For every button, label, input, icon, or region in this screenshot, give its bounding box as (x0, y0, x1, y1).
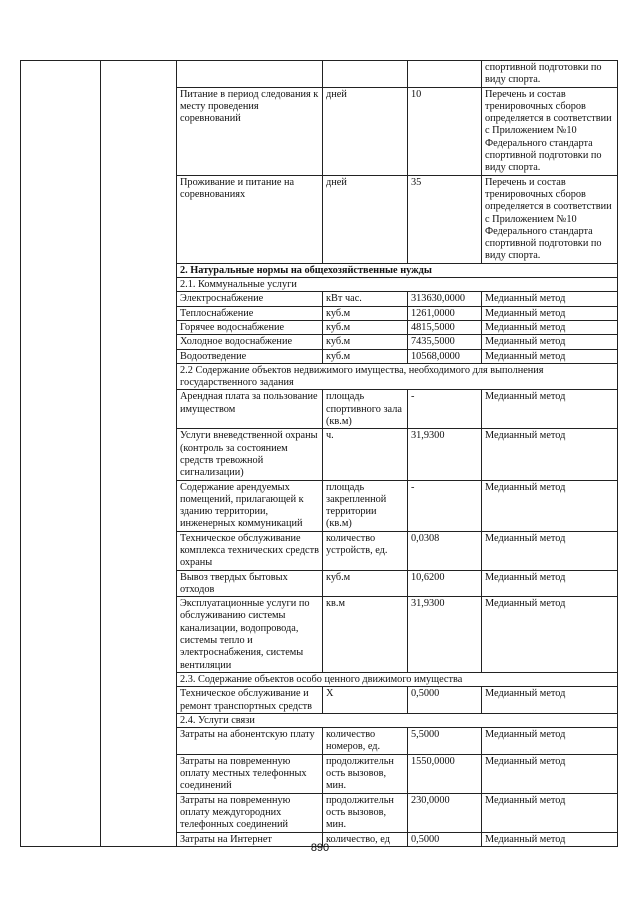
cell-note: Медианный метод (482, 390, 618, 429)
cell-value: 0,5000 (408, 832, 482, 846)
cell-note: Медианный метод (482, 754, 618, 793)
cell-name: Затраты на повременную оплату междугородних телефонных соединений (177, 793, 323, 832)
cell-name: Услуги вневедственной охраны (контроль за состоянием средств тревожной сигнализации) (177, 429, 323, 480)
cell-value: 31,9300 (408, 429, 482, 480)
subsection-title: 2.4. Услуги связи (177, 713, 618, 727)
cell-unit: продолжительн ость вызовов, мин. (323, 793, 408, 832)
cell-note: Медианный метод (482, 531, 618, 570)
cell-note: Медианный метод (482, 687, 618, 714)
cell-name: Электроснабжение (177, 292, 323, 306)
cell-unit: куб.м (323, 306, 408, 320)
cell-value: 7435,5000 (408, 335, 482, 349)
cell-note: Медианный метод (482, 292, 618, 306)
cell-value: 10568,0000 (408, 349, 482, 363)
stub-col-2 (101, 61, 177, 847)
page-number: 890 (310, 842, 330, 854)
cell-unit: кВт час. (323, 292, 408, 306)
cell-value (408, 61, 482, 88)
cell-value: 5,5000 (408, 728, 482, 755)
cell-value: 230,0000 (408, 793, 482, 832)
cell-note: Перечень и состав тренировочных сборов определяется в соответствии с Приложением №10 Федерального стандарта спортивной подготовки по виду спорта. (482, 175, 618, 263)
cell-name: Питание в период следования к месту проведения соревнований (177, 87, 323, 175)
cell-value: 313630,0000 (408, 292, 482, 306)
cell-unit: продолжительн ость вызовов, мин. (323, 754, 408, 793)
norms-table (20, 60, 618, 847)
cell-unit (323, 61, 408, 88)
cell-unit: куб.м (323, 320, 408, 334)
cell-value: 0,0308 (408, 531, 482, 570)
cell-unit: площадь спортивного зала (кв.м) (323, 390, 408, 429)
cell-note: Медианный метод (482, 480, 618, 531)
stub-col-1 (21, 61, 101, 847)
subsection-title: 2.1. Коммунальные услуги (177, 278, 618, 292)
cell-value: - (408, 480, 482, 531)
cell-name: Вывоз твердых бытовых отходов (177, 570, 323, 597)
cell-unit: куб.м (323, 570, 408, 597)
cell-name: Техническое обслуживание и ремонт транспортных средств (177, 687, 323, 714)
cell-note: Медианный метод (482, 335, 618, 349)
cell-unit: дней (323, 175, 408, 263)
cell-value: 4815,5000 (408, 320, 482, 334)
table-row (21, 61, 618, 88)
cell-unit: дней (323, 87, 408, 175)
cell-name: Техническое обслуживание комплекса технических средств охраны (177, 531, 323, 570)
cell-name: Водоотведение (177, 349, 323, 363)
cell-name: Теплоснабжение (177, 306, 323, 320)
cell-name: Холодное водоснабжение (177, 335, 323, 349)
cell-unit: кв.м (323, 597, 408, 673)
cell-unit: количество, ед (323, 832, 408, 846)
cell-note: Медианный метод (482, 832, 618, 846)
cell-value: 1550,0000 (408, 754, 482, 793)
cell-value: 10,6200 (408, 570, 482, 597)
cell-name: Эксплуатационные услуги по обслуживанию системы канализации, водопровода, системы тепло и электроснабжения, системы вентиляции (177, 597, 323, 673)
cell-name: Горячее водоснабжение (177, 320, 323, 334)
cell-name (177, 61, 323, 88)
cell-note: Медианный метод (482, 597, 618, 673)
cell-name: Содержание арендуемых помещений, прилагающей к зданию территории, инженерных коммуникаций (177, 480, 323, 531)
cell-note: спортивной подготовки по виду спорта. (482, 61, 618, 88)
cell-unit: куб.м (323, 335, 408, 349)
section-title: 2. Натуральные нормы на общехозяйственные нужды (177, 263, 618, 277)
cell-unit: площадь закрепленной территории (кв.м) (323, 480, 408, 531)
cell-note: Медианный метод (482, 429, 618, 480)
cell-note: Медианный метод (482, 320, 618, 334)
cell-note: Медианный метод (482, 306, 618, 320)
cell-name: Проживание и питание на соревнованиях (177, 175, 323, 263)
subsection-title: 2.2 Содержание объектов недвижимого имущества, необходимого для выполнения государственного задания (177, 363, 618, 390)
subsection-title: 2.3. Содержание объектов особо ценного движимого имущества (177, 672, 618, 686)
cell-name: Арендная плата за пользование имуществом (177, 390, 323, 429)
cell-note: Перечень и состав тренировочных сборов определяется в соответствии с Приложением №10 Федерального стандарта спортивной подготовки по виду спорта. (482, 87, 618, 175)
cell-unit: куб.м (323, 349, 408, 363)
cell-unit: количество устройств, ед. (323, 531, 408, 570)
cell-note: Медианный метод (482, 570, 618, 597)
cell-value: 0,5000 (408, 687, 482, 714)
cell-note: Медианный метод (482, 728, 618, 755)
cell-value: 1261,0000 (408, 306, 482, 320)
cell-name: Затраты на Интернет (177, 832, 323, 846)
cell-name: Затраты на абонентскую плату (177, 728, 323, 755)
cell-note: Медианный метод (482, 793, 618, 832)
cell-note: Медианный метод (482, 349, 618, 363)
cell-unit: количество номеров, ед. (323, 728, 408, 755)
cell-unit: ч. (323, 429, 408, 480)
cell-value: 35 (408, 175, 482, 263)
cell-value: 10 (408, 87, 482, 175)
cell-unit: Х (323, 687, 408, 714)
cell-value: - (408, 390, 482, 429)
cell-value: 31,9300 (408, 597, 482, 673)
cell-name: Затраты на повременную оплату местных телефонных соединений (177, 754, 323, 793)
